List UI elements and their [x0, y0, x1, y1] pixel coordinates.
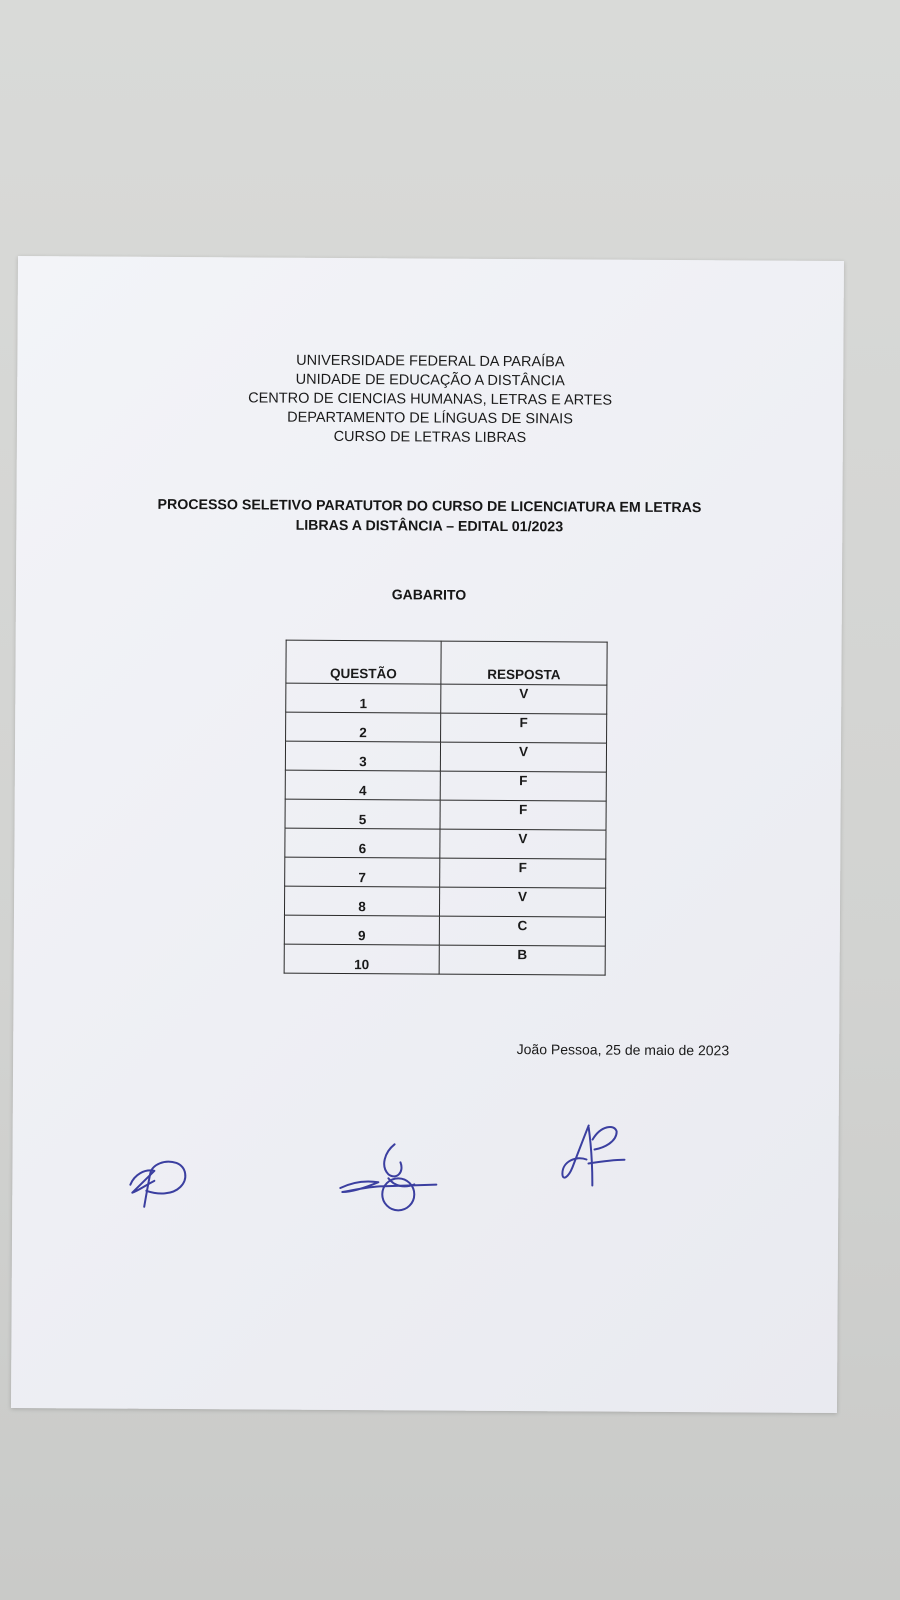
header-line-unit: UNIDADE DE EDUCAÇÃO A DISTÂNCIA	[295, 371, 565, 390]
answer-value: V	[440, 829, 606, 859]
title-line-1: PROCESSO SELETIVO PARATUTOR DO CURSO DE LICENCIATURA EM LETRAS	[157, 496, 702, 517]
answer-value: F	[440, 771, 606, 801]
document-sheet	[11, 256, 844, 1413]
table-row	[285, 741, 606, 772]
table-row	[285, 828, 606, 859]
signature-3	[558, 1119, 638, 1199]
question-number: 7	[285, 857, 440, 887]
table-row	[285, 770, 606, 801]
table-row	[286, 712, 607, 743]
title-line-2: LIBRAS A DISTÂNCIA – EDITAL 01/2023	[295, 517, 564, 536]
header-line-university: UNIVERSIDADE FEDERAL DA PARAÍBA	[296, 352, 565, 371]
document-title	[16, 494, 842, 539]
table-row	[285, 799, 606, 830]
question-number: 5	[285, 799, 440, 829]
question-number: 6	[285, 828, 440, 858]
institution-header	[17, 350, 844, 450]
section-heading: GABARITO	[391, 586, 467, 603]
signature-2	[334, 1138, 444, 1219]
header-line-center: CENTRO DE CIENCIAS HUMANAS, LETRAS E ARTES	[248, 390, 613, 409]
question-number: 1	[286, 683, 441, 713]
answer-value: C	[439, 916, 605, 946]
question-number: 2	[286, 712, 441, 742]
table-row	[285, 857, 606, 888]
question-number: 3	[285, 741, 440, 771]
answer-value: F	[440, 800, 606, 830]
place-date-line: João Pessoa, 25 de maio de 2023	[516, 1041, 730, 1059]
question-number: 9	[284, 915, 439, 945]
question-number: 8	[284, 886, 439, 916]
column-header-questao: QUESTÃO	[286, 640, 441, 684]
table-row	[284, 915, 605, 946]
table-row	[284, 886, 605, 917]
header-line-course: CURSO DE LETRAS LIBRAS	[333, 428, 527, 447]
question-number: 10	[284, 944, 439, 974]
table-row	[286, 683, 607, 714]
answer-key-table	[284, 640, 608, 976]
answer-value: V	[441, 684, 607, 714]
answer-value: V	[440, 742, 606, 772]
table-header-row	[286, 640, 607, 685]
answer-value: F	[441, 713, 607, 743]
header-line-department: DEPARTAMENTO DE LÍNGUAS DE SINAIS	[287, 409, 573, 428]
column-header-resposta: RESPOSTA	[441, 641, 607, 685]
question-number: 4	[285, 770, 440, 800]
answer-value: V	[439, 887, 605, 917]
signature-1	[124, 1155, 194, 1215]
answer-value: F	[440, 858, 606, 888]
table-row	[284, 944, 605, 975]
answer-value: B	[439, 945, 605, 975]
